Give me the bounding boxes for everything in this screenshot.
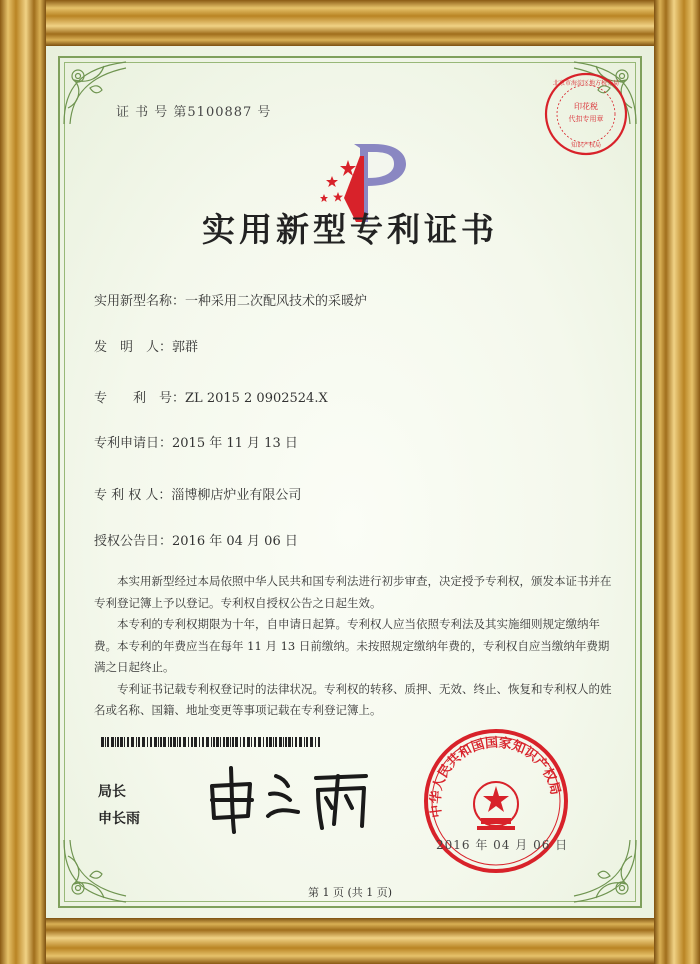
barcode-bar (150, 737, 152, 747)
barcode-bar (107, 737, 109, 747)
barcode-bar (315, 737, 316, 747)
svg-text:知识产权局: 知识产权局 (570, 142, 602, 149)
barcode-bar (254, 737, 256, 747)
field-label: 发 明 人： (94, 340, 173, 355)
barcode-bar (275, 737, 277, 747)
barcode-bar (223, 737, 225, 747)
field-value: 2016 年 04 月 06 日 (172, 534, 298, 549)
issue-date: 2016 年 04 月 06 日 (436, 838, 569, 852)
svg-text:代扣专用章: 代扣专用章 (568, 115, 604, 123)
svg-text:中华人民共和国国家知识产权局: 中华人民共和国国家知识产权局 (428, 735, 563, 819)
barcode-bar (168, 737, 169, 747)
barcode-bar (179, 737, 181, 747)
director-name: 申长雨 (98, 811, 140, 827)
barcode-bar (191, 737, 193, 747)
body-paragraph: 本实用新型经过本局依照中华人民共和国专利法进行初步审查，决定授予专利权，颁发本证书并在专利登记簿上予以登记。专利权自授权公告之日起生效。 (94, 574, 612, 610)
field-grant-date (94, 530, 298, 549)
barcode-bar (232, 737, 234, 747)
barcode-bar (299, 737, 302, 747)
barcode-bar (105, 737, 106, 747)
field-value: 2015 年 11 月 13 日 (172, 436, 298, 451)
barcode-bar (247, 737, 250, 747)
barcode-bar (206, 737, 209, 747)
barcode-bar (318, 737, 320, 747)
barcode-bar (306, 737, 308, 747)
barcode-bar (251, 737, 252, 747)
tax-stamp-seal (543, 71, 629, 157)
field-patent-number (94, 387, 328, 406)
barcode-bar (183, 737, 186, 747)
barcode-bar (273, 737, 274, 747)
barcode-bar (111, 737, 114, 747)
barcode-bar (266, 737, 268, 747)
field-label: 专利申请日： (94, 436, 173, 451)
barcode-bar (101, 737, 104, 747)
field-value: 郭群 (172, 340, 199, 355)
director-title: 局长 (98, 784, 126, 800)
barcode-bar (292, 737, 293, 747)
barcode-bar (202, 737, 204, 747)
field-value: 一种采用二次配风技术的采暖炉 (185, 294, 368, 309)
barcode-bar (295, 737, 297, 747)
body-paragraph: 专利证书记载专利权登记时的法律状况。专利权的转移、质押、无效、终止、恢复和专利权人的姓名或名称、国籍、地址变更等事项记载在专利登记簿上。 (94, 681, 612, 717)
barcode-bar (226, 737, 229, 747)
barcode-bar (199, 737, 200, 747)
barcode-bar (285, 737, 287, 747)
barcode-bar (310, 737, 313, 747)
barcode-bar (269, 737, 272, 747)
field-label: 专 利 权 人： (94, 488, 172, 503)
field-application-date (94, 432, 298, 451)
barcode-bar (158, 737, 159, 747)
barcode-bar (235, 737, 238, 747)
barcode-bar (173, 737, 176, 747)
field-label: 专 利 号： (94, 391, 186, 406)
barcode-bar (213, 737, 215, 747)
barcode-bar (124, 737, 125, 747)
barcode-bar (138, 737, 140, 747)
field-patentee (94, 484, 301, 503)
barcode-bar (194, 737, 197, 747)
barcode-bar (120, 737, 123, 747)
barcode (101, 732, 323, 742)
certificate-body-text (94, 571, 614, 722)
barcode-bar (243, 737, 245, 747)
barcode-bar (230, 737, 231, 747)
barcode-bar (188, 737, 189, 747)
barcode-bar (163, 737, 166, 747)
barcode-bar (211, 737, 212, 747)
barcode-bar (117, 737, 119, 747)
barcode-bar (240, 737, 241, 747)
barcode-bar (283, 737, 284, 747)
page-counter: 第 1 页 (共 1 页) (307, 886, 393, 899)
certificate-paper (46, 46, 654, 918)
barcode-bar (220, 737, 221, 747)
barcode-bar (127, 737, 129, 747)
svg-text:北京市海淀区地方税务局: 北京市海淀区地方税务局 (552, 80, 620, 87)
barcode-bar (279, 737, 282, 747)
barcode-bar (154, 737, 157, 747)
barcode-bar (304, 737, 305, 747)
field-label: 授权公告日： (94, 534, 173, 549)
barcode-bar (142, 737, 145, 747)
barcode-bar (160, 737, 162, 747)
barcode-bar (147, 737, 148, 747)
director-signature (206, 764, 376, 834)
field-inventor (94, 336, 198, 355)
field-value: ZL 2015 2 0902524.X (185, 391, 328, 406)
svg-text:印花税: 印花税 (574, 102, 598, 111)
barcode-bar (263, 737, 264, 747)
certificate-title: 实用新型专利证书 (202, 210, 498, 249)
barcode-bar (258, 737, 261, 747)
body-paragraph: 本专利的专利权期限为十年，自申请日起算。专利权人应当依照专利法及其实施细则规定缴纳年费。本专利的年费应当在每年 11 月 13 日前缴纳。未按照规定缴纳年费的，专利权自应当缴纳年费期满之日起终止。 (94, 617, 610, 674)
barcode-bar (170, 737, 172, 747)
field-utility-model-name (94, 290, 367, 309)
barcode-bar (131, 737, 134, 747)
field-value: 淄博柳店炉业有限公司 (171, 488, 302, 503)
barcode-bar (216, 737, 219, 747)
certificate-number: 证 书 号 第5100887 号 (116, 105, 272, 120)
national-ip-office-seal (421, 726, 571, 876)
barcode-bar (288, 737, 291, 747)
barcode-bar (136, 737, 137, 747)
barcode-bar (177, 737, 178, 747)
barcode-bar (115, 737, 116, 747)
field-label: 实用新型名称： (94, 294, 186, 309)
